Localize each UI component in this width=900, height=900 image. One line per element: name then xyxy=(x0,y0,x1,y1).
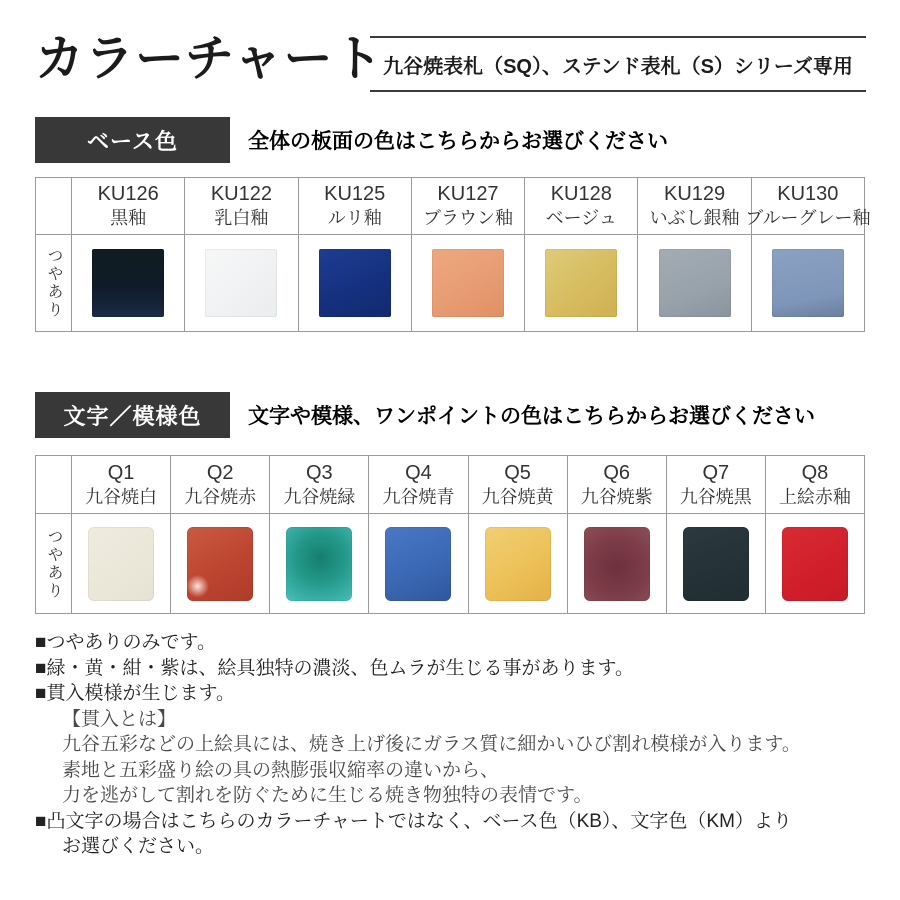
color-name: 九谷焼紫 xyxy=(580,486,653,507)
swatch-cell-Q5 xyxy=(469,514,568,614)
row-label-glossy: つやあり xyxy=(36,514,72,614)
column-header-KU125 xyxy=(299,178,412,235)
color-swatch-KU126 xyxy=(92,249,164,317)
color-swatch-Q6 xyxy=(584,527,650,601)
swatch-cell-KU130 xyxy=(752,235,865,332)
color-code: Q6 xyxy=(603,461,631,484)
color-code: KU126 xyxy=(97,183,159,206)
color-swatch-KU125 xyxy=(319,249,391,317)
color-swatch-KU130 xyxy=(772,249,844,317)
color-code: KU122 xyxy=(210,183,272,206)
color-name: ブラウン釉 xyxy=(422,208,513,229)
color-name: 九谷焼黒 xyxy=(679,486,752,507)
column-header-KU127 xyxy=(412,178,525,235)
swatch-cell-KU128 xyxy=(525,235,638,332)
pattern-color-table xyxy=(35,455,865,614)
column-header-Q5 xyxy=(469,456,568,514)
color-name: ルリ釉 xyxy=(327,208,382,229)
swatch-cell-KU122 xyxy=(185,235,298,332)
note-line: ■貫入模様が生じます。 xyxy=(35,683,235,704)
color-swatch-KU129 xyxy=(659,249,731,317)
color-code: KU130 xyxy=(777,183,839,206)
column-header-KU126 xyxy=(72,178,185,235)
color-name: 乳白釉 xyxy=(214,208,269,229)
color-swatch-KU122 xyxy=(205,249,277,317)
note-line: ■緑・黄・紺・紫は、絵具独特の濃淡、色ムラが生じる事があります。 xyxy=(35,657,634,679)
color-code: KU127 xyxy=(437,183,499,206)
swatch-cell-KU127 xyxy=(412,235,525,332)
swatch-cell-Q8 xyxy=(766,514,865,614)
swatch-cell-Q3 xyxy=(270,514,369,614)
color-name: 九谷焼青 xyxy=(382,486,455,507)
base-color-table xyxy=(35,177,871,332)
column-header-KU129 xyxy=(638,178,751,235)
row-label-glossy: つやあり xyxy=(36,235,72,332)
column-header-KU128 xyxy=(525,178,638,235)
note-line: ■凸文字の場合はこちらのカラーチャートではなく、ベース色（KB）、文字色（KM）より xyxy=(35,810,792,832)
swatch-cell-Q6 xyxy=(568,514,667,614)
color-name: 上絵赤釉 xyxy=(778,486,851,507)
color-code: KU125 xyxy=(324,183,386,206)
color-code: Q1 xyxy=(107,461,135,484)
color-code: Q4 xyxy=(405,461,432,484)
section-header-pattern-color xyxy=(35,392,815,438)
column-header-KU122 xyxy=(185,178,298,235)
header-subtitle: 九谷焼表札（SQ）、ステンド表札（S）シリーズ専用 xyxy=(383,55,853,78)
color-name: 九谷焼黄 xyxy=(481,486,554,507)
column-header-Q4 xyxy=(369,456,468,514)
note-line: 素地と五彩盛り絵の具の熱膨張収縮率の違いから、 xyxy=(62,759,500,781)
color-code: Q2 xyxy=(206,461,234,484)
note-line: ■つやありのみです。 xyxy=(35,632,216,653)
color-name: いぶし銀釉 xyxy=(649,208,740,229)
section-label-base-color: ベース色 xyxy=(35,117,230,163)
section-label-pattern-color: 文字／模様色 xyxy=(35,392,230,438)
color-code: Q8 xyxy=(801,461,829,484)
column-header-Q6 xyxy=(568,456,667,514)
column-header-Q1 xyxy=(72,456,171,514)
note-line: 【貫入とは】 xyxy=(62,708,177,730)
color-swatch-Q2 xyxy=(187,527,253,601)
color-code: KU128 xyxy=(550,183,612,206)
color-name: 九谷焼赤 xyxy=(184,486,257,507)
table-corner-cell xyxy=(36,456,72,514)
column-header-Q7 xyxy=(667,456,766,514)
color-code: Q5 xyxy=(504,461,531,484)
color-swatch-KU128 xyxy=(545,249,617,317)
color-swatch-Q7 xyxy=(683,527,749,601)
section-description-base-color: 全体の板面の色はこちらからお選びください xyxy=(248,130,668,153)
column-header-Q3 xyxy=(270,456,369,514)
color-name: ブルーグレー釉 xyxy=(745,208,871,229)
swatch-cell-Q7 xyxy=(667,514,766,614)
swatch-cell-KU125 xyxy=(299,235,412,332)
note-line: 九谷五彩などの上絵具には、焼き上げ後にガラス質に細かいひび割れ模様が入ります。 xyxy=(62,734,801,755)
color-swatch-Q5 xyxy=(485,527,551,601)
section-header-base-color xyxy=(35,117,668,163)
notes-list xyxy=(35,630,867,860)
color-name: 九谷焼白 xyxy=(85,486,158,507)
table-corner-cell xyxy=(36,178,72,235)
color-code: Q3 xyxy=(305,461,333,484)
swatch-cell-Q4 xyxy=(369,514,468,614)
color-code: Q7 xyxy=(702,461,730,484)
section-description-pattern-color: 文字や模様、ワンポイントの色はこちらからお選びください xyxy=(248,405,815,428)
color-swatch-Q4 xyxy=(385,527,451,601)
color-code: KU129 xyxy=(663,183,726,206)
page-title: カラーチャート xyxy=(35,29,384,87)
swatch-cell-KU129 xyxy=(638,235,751,332)
color-name: ベージュ xyxy=(545,208,617,229)
swatch-cell-Q2 xyxy=(171,514,270,614)
color-swatch-Q8 xyxy=(782,527,848,601)
swatch-cell-KU126 xyxy=(72,235,185,332)
color-swatch-KU127 xyxy=(432,249,504,317)
swatch-cell-Q1 xyxy=(72,514,171,614)
note-line: お選びください。 xyxy=(62,836,215,857)
column-header-Q2 xyxy=(171,456,270,514)
header-subtitle-box xyxy=(370,36,866,92)
note-line: 力を逃がして割れを防ぐために生じる焼き物独特の表情です。 xyxy=(62,785,593,806)
column-header-KU130 xyxy=(745,178,871,235)
color-swatch-Q3 xyxy=(286,527,352,601)
color-name: 黒釉 xyxy=(110,208,147,229)
color-name: 九谷焼緑 xyxy=(283,486,356,507)
column-header-Q8 xyxy=(766,456,865,514)
color-swatch-Q1 xyxy=(88,527,154,601)
